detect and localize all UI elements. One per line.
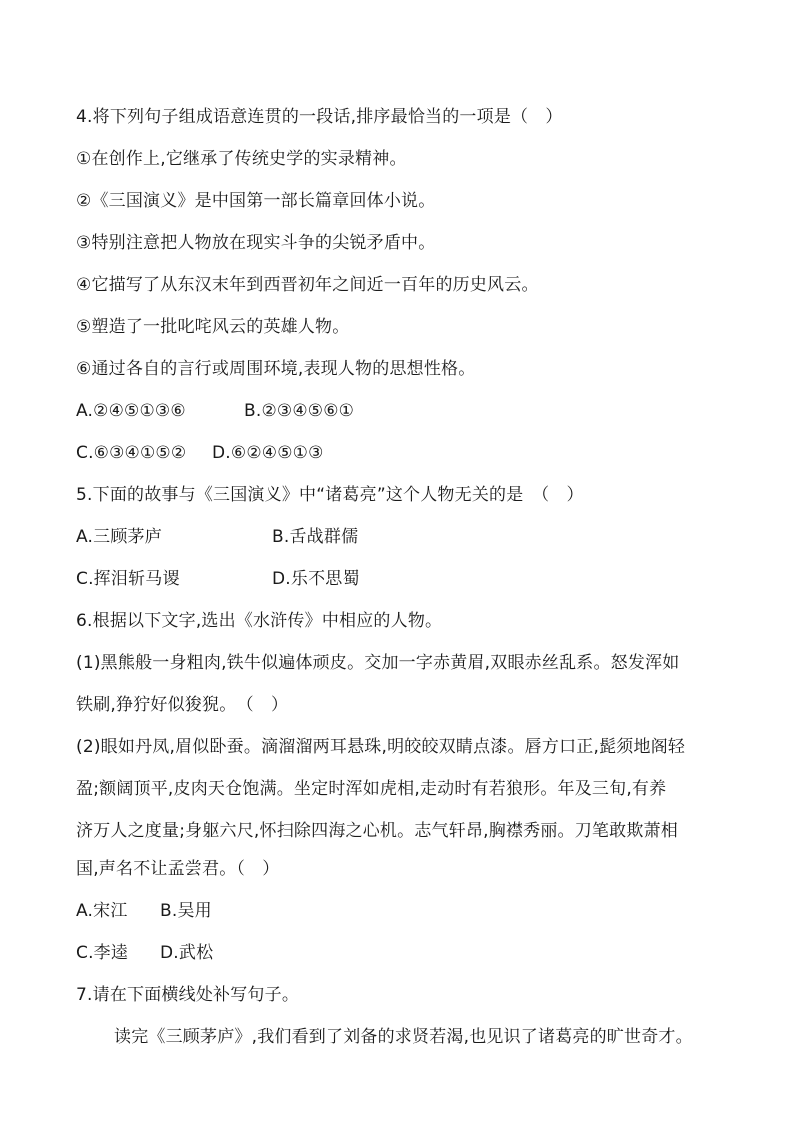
q6-options-row-1 xyxy=(76,900,212,922)
q4-options-row-2 xyxy=(76,442,324,464)
q5-options-row-2 xyxy=(76,568,360,590)
q5-options-row-1 xyxy=(76,526,359,548)
q6-option-c[interactable]: C.李逵 xyxy=(76,943,129,963)
q5-option-a[interactable]: A.三顾茅庐 xyxy=(76,527,162,547)
q4-option-c[interactable]: C.⑥③④①⑤② xyxy=(76,443,187,463)
q4-sentence-1: ①在创作上,它继承了传统史学的实录精神。 xyxy=(76,149,407,169)
q4-sentence-2: ②《三国演义》是中国第一部长篇章回体小说。 xyxy=(76,191,436,211)
q6-passage-1-line-2: 铁刷,狰狞好似狻猊。 （ ） xyxy=(76,695,289,715)
q5-option-c[interactable]: C.挥泪斩马谡 xyxy=(76,569,180,589)
q6-option-a[interactable]: A.宋江 xyxy=(76,901,128,921)
q6-passage-2-line-1: (2)眼如丹凤,眉似卧蚕。滴溜溜两耳悬珠,明皎皎双睛点漆。唇方口正,髭须地阁轻 xyxy=(76,737,686,757)
q5-option-b[interactable]: B.舌战群儒 xyxy=(272,527,359,547)
q6-passage-1-line-1: (1)黑熊般一身粗肉,铁牛似遍体顽皮。交加一字赤黄眉,双眼赤丝乱系。怒发浑如 xyxy=(76,653,680,673)
q4-sentence-5: ⑤塑造了一批叱咤风云的英雄人物。 xyxy=(76,317,350,337)
q6-passage-2-line-3: 济万人之度量;身躯六尺,怀扫除四海之心机。志气轩昂,胸襟秀丽。刀笔敢欺萧相 xyxy=(76,821,678,841)
q6-option-b[interactable]: B.吴用 xyxy=(160,901,212,921)
q4-sentence-3: ③特别注意把人物放在现实斗争的尖锐矛盾中。 xyxy=(76,233,436,253)
q5-stem: 5.下面的故事与《三国演义》中“诸葛亮”这个人物无关的是 （ ） xyxy=(76,485,584,505)
q6-stem: 6.根据以下文字,选出《水浒传》中相应的人物。 xyxy=(76,611,443,631)
q5-option-d[interactable]: D.乐不思蜀 xyxy=(272,569,360,589)
q4-options-row-1 xyxy=(76,400,355,422)
q4-option-b[interactable]: B.②③④⑤⑥① xyxy=(244,401,355,421)
q6-options-row-2 xyxy=(76,942,214,964)
q6-option-d[interactable]: D.武松 xyxy=(160,943,214,963)
q4-sentence-4: ④它描写了从东汉末年到西晋初年之间近一百年的历史风云。 xyxy=(76,275,539,295)
q6-passage-2-line-4: 国,声名不让孟尝君。（ ） xyxy=(76,859,280,879)
q6-passage-2-line-2: 盈;额阔顶平,皮肉天仓饱满。坐定时浑如虎相,走动时有若狼形。年及三旬,有养 xyxy=(76,779,667,799)
q7-stem: 7.请在下面横线处补写句子。 xyxy=(76,985,300,1005)
q4-stem: 4.将下列句子组成语意连贯的一段话,排序最恰当的一项是（ ） xyxy=(76,107,563,127)
q4-sentence-6: ⑥通过各自的言行或周围环境,表现人物的思想性格。 xyxy=(76,359,476,379)
q4-option-d[interactable]: D.⑥②④⑤①③ xyxy=(212,443,324,463)
q4-option-a[interactable]: A.②④⑤①③⑥ xyxy=(76,401,186,421)
q7-text: 读完《三顾茅庐》,我们看到了刘备的求贤若渴,也见识了诸葛亮的旷世奇才。 xyxy=(114,1027,693,1047)
